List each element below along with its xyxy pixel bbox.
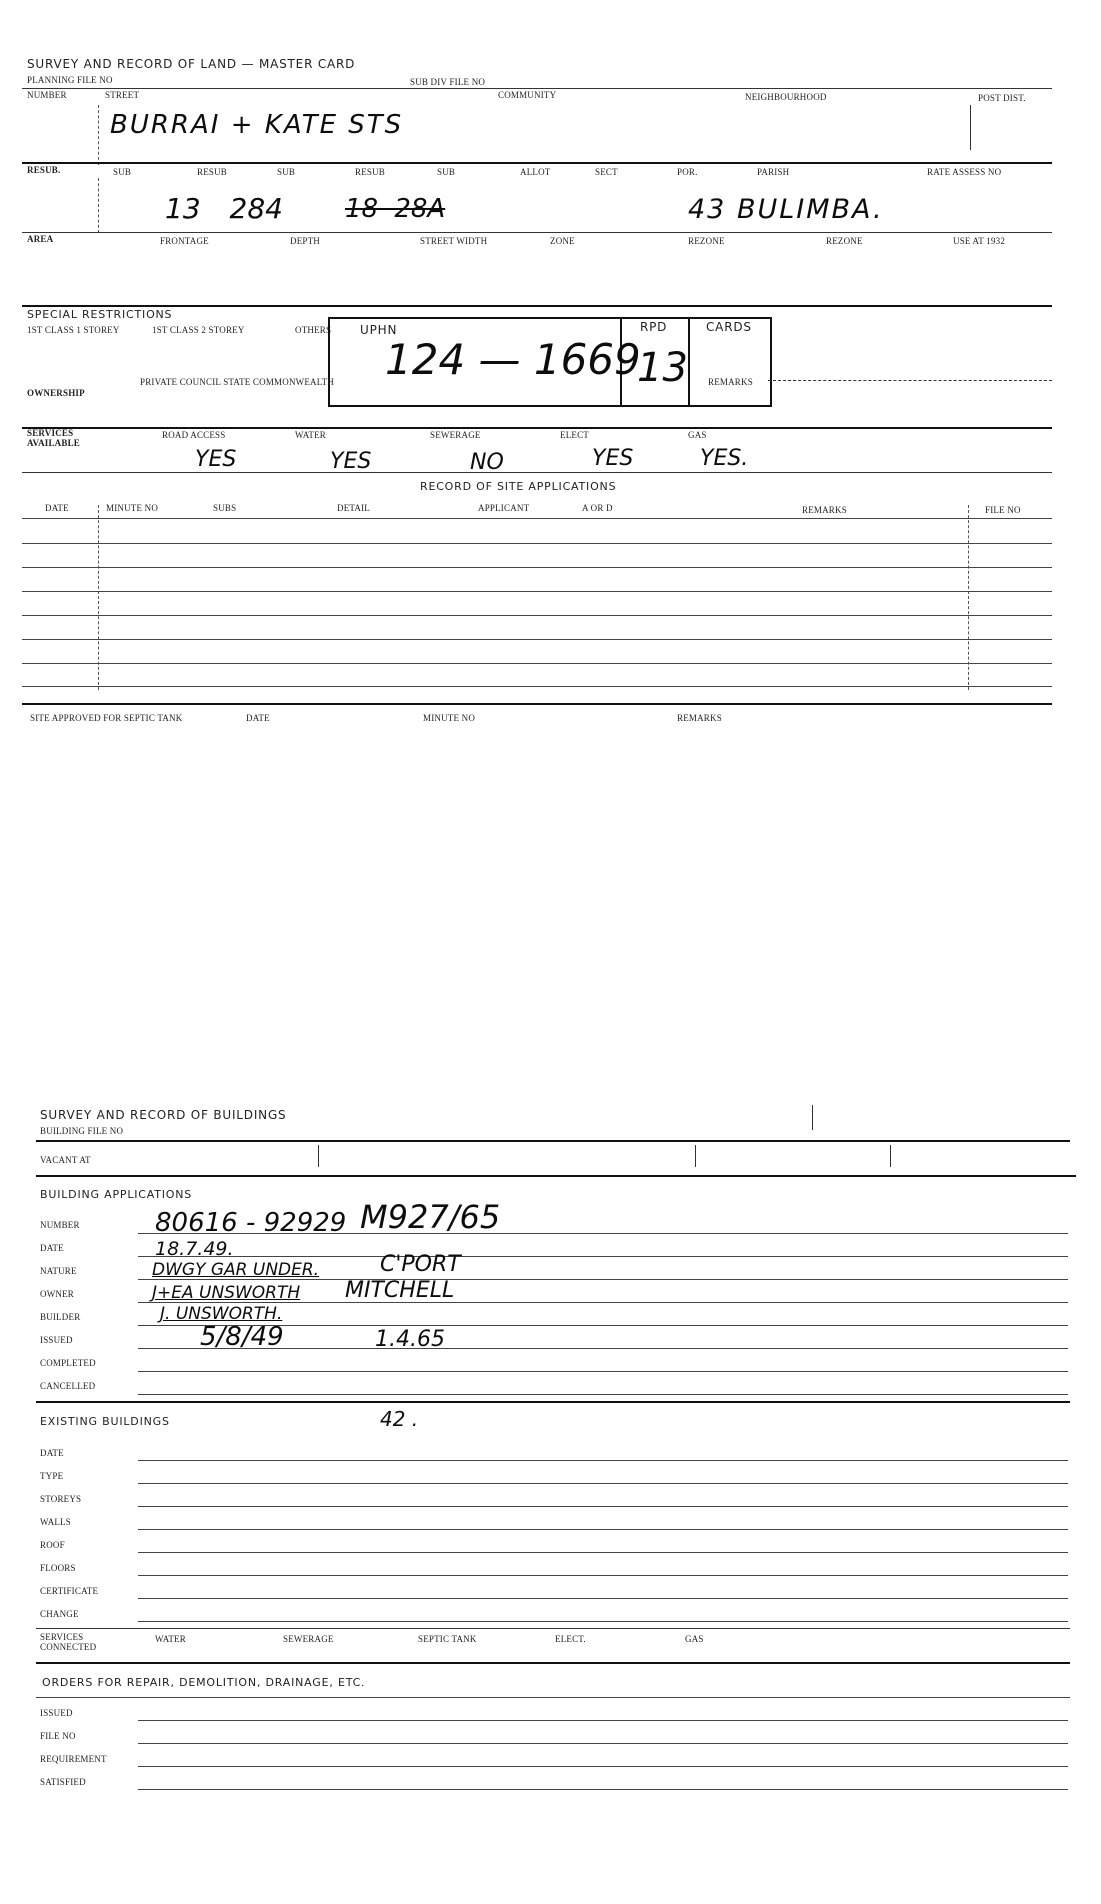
water-value: YES	[330, 449, 372, 474]
sub3-label: SUB	[437, 167, 456, 177]
road-access-value: YES	[195, 447, 237, 472]
sub2-label: SUB	[277, 167, 296, 177]
neighbourhood-label: NEIGHBOURHOOD	[745, 92, 827, 102]
services-available-label: SERVICES AVAILABLE	[27, 428, 80, 448]
app-row-label: OWNER	[40, 1289, 74, 1299]
ownership-label: OWNERSHIP	[27, 388, 85, 398]
app-row-label: COMPLETED	[40, 1358, 96, 1368]
depth-label: DEPTH	[290, 236, 320, 246]
orders-row-label: FILE NO	[40, 1731, 76, 1741]
gas-value: YES.	[700, 446, 749, 471]
app-row-label: BUILDER	[40, 1312, 81, 1322]
app-issued-1: 5/8/49	[200, 1322, 284, 1352]
orders-row-label: REQUIREMENT	[40, 1754, 107, 1764]
cards-label: CARDS	[706, 320, 752, 334]
street-width-label: STREET WIDTH	[420, 236, 488, 246]
septic-date-label: DATE	[246, 713, 270, 723]
parish-label: PARISH	[757, 167, 790, 177]
app-number-2: M927/65	[360, 1198, 501, 1236]
existing-row-label: DATE	[40, 1448, 64, 1458]
svc-water-label: WATER	[155, 1634, 186, 1644]
special-restrictions-label: SPECIAL RESTRICTIONS	[27, 308, 173, 321]
rate-assess-label: RATE ASSESS NO	[927, 167, 1002, 177]
post-dist-label: POST DIST.	[978, 93, 1026, 103]
elect-label: ELECT	[560, 430, 589, 440]
app-nature-2: C'PORT	[380, 1252, 461, 1277]
sub1-label: SUB	[113, 167, 132, 177]
site-date-label: DATE	[45, 503, 69, 513]
rezone1-label: REZONE	[688, 236, 725, 246]
resub1-label: RESUB	[197, 167, 228, 177]
gas-label: GAS	[688, 430, 707, 440]
rezone2-label: REZONE	[826, 236, 863, 246]
existing-row-label: CERTIFICATE	[40, 1586, 99, 1596]
sewerage-label: SEWERAGE	[430, 430, 481, 440]
app-row-label: NATURE	[40, 1266, 77, 1276]
site-applicant-label: APPLICANT	[478, 503, 530, 513]
existing-row-label: STOREYS	[40, 1494, 82, 1504]
app-row-label: DATE	[40, 1243, 64, 1253]
orders-title: ORDERS FOR REPAIR, DEMOLITION, DRAINAGE, ETC.	[42, 1676, 366, 1689]
land-card-title: SURVEY AND RECORD OF LAND — MASTER CARD	[27, 57, 356, 71]
septic-label: SITE APPROVED FOR SEPTIC TANK	[30, 713, 183, 723]
septic-remarks-label: REMARKS	[677, 713, 722, 723]
sewerage-value: NO	[470, 450, 504, 475]
road-access-label: ROAD ACCESS	[162, 430, 226, 440]
app-row-label: NUMBER	[40, 1220, 80, 1230]
existing-row-label: FLOORS	[40, 1563, 76, 1573]
area-label: AREA	[27, 234, 54, 244]
resub-values: 13 284	[165, 192, 283, 225]
por-parish-value: 43 BULIMBA.	[688, 194, 884, 225]
app-owner-2: MITCHELL	[345, 1278, 455, 1303]
building-card-title: SURVEY AND RECORD OF BUILDINGS	[40, 1108, 287, 1122]
app-date-1: 18.7.49.	[155, 1238, 234, 1260]
services-connected-label: SERVICES CONNECTED	[40, 1632, 97, 1652]
use-at-label: USE AT 1932	[953, 236, 1006, 246]
app-owner-1: J+EA UNSWORTH	[152, 1283, 301, 1303]
vacant-at-label: VACANT AT	[40, 1155, 91, 1165]
app-number-1: 80616 - 92929	[155, 1208, 347, 1238]
sub-div-file-label: SUB DIV FILE NO	[410, 77, 486, 87]
ownership-types: PRIVATE COUNCIL STATE COMMONWEALTH	[140, 377, 335, 387]
rpd-value: 13	[637, 345, 688, 391]
site-a-or-d-label: A OR D	[582, 503, 613, 513]
stamp-remarks-label: REMARKS	[708, 377, 753, 387]
site-subs-label: SUBS	[213, 503, 237, 513]
class2-label: 1ST CLASS 2 STOREY	[152, 325, 245, 335]
app-builder-1: J. UNSWORTH.	[160, 1304, 283, 1324]
svc-sewerage-label: SEWERAGE	[283, 1634, 334, 1644]
uphn-label: UPHN	[360, 323, 398, 337]
site-minute-label: MINUTE NO	[106, 503, 159, 513]
zone-label: ZONE	[550, 236, 575, 246]
septic-minute-label: MINUTE NO	[423, 713, 476, 723]
resub-label: RESUB.	[27, 165, 61, 175]
others-label: OTHERS	[295, 325, 332, 335]
existing-row-label: ROOF	[40, 1540, 65, 1550]
number-label: NUMBER	[27, 90, 67, 100]
resub2-label: RESUB	[355, 167, 386, 177]
por-label: POR.	[677, 167, 698, 177]
water-label: WATER	[295, 430, 326, 440]
existing-note: 42 .	[380, 1407, 419, 1431]
planning-file-label: PLANNING FILE NO	[27, 75, 113, 85]
orders-row-label: SATISFIED	[40, 1777, 86, 1787]
existing-row-label: CHANGE	[40, 1609, 79, 1619]
class1-label: 1ST CLASS 1 STOREY	[27, 325, 120, 335]
allot-label: ALLOT	[520, 167, 551, 177]
uphn-value: 124 — 1669	[385, 335, 641, 384]
elect-value: YES	[592, 446, 634, 471]
frontage-label: FRONTAGE	[160, 236, 209, 246]
site-remarks-label: REMARKS	[802, 505, 847, 515]
svc-elect-label: ELECT.	[555, 1634, 586, 1644]
app-issued-2: 1.4.65	[375, 1327, 445, 1352]
sect-label: SECT	[595, 167, 618, 177]
orders-row-label: ISSUED	[40, 1708, 73, 1718]
site-detail-label: DETAIL	[337, 503, 370, 513]
svc-gas-label: GAS	[685, 1634, 704, 1644]
app-row-label: ISSUED	[40, 1335, 73, 1345]
svc-septic-label: SEPTIC TANK	[418, 1634, 477, 1644]
building-applications-title: BUILDING APPLICATIONS	[40, 1188, 193, 1201]
struck-values: 18 28A	[345, 194, 446, 224]
site-file-no-label: FILE NO	[985, 505, 1021, 515]
app-row-label: CANCELLED	[40, 1381, 96, 1391]
existing-buildings-title: EXISTING BUILDINGS	[40, 1415, 170, 1428]
existing-row-label: TYPE	[40, 1471, 64, 1481]
rpd-label: RPD	[640, 320, 668, 334]
record-site-applications-title: RECORD OF SITE APPLICATIONS	[420, 480, 617, 493]
street-value: BURRAI + KATE STS	[110, 110, 404, 140]
existing-row-label: WALLS	[40, 1517, 71, 1527]
building-file-label: BUILDING FILE NO	[40, 1126, 124, 1136]
street-label: STREET	[105, 90, 140, 100]
app-nature-1: DWGY GAR UNDER.	[152, 1260, 320, 1280]
community-label: COMMUNITY	[498, 90, 557, 100]
